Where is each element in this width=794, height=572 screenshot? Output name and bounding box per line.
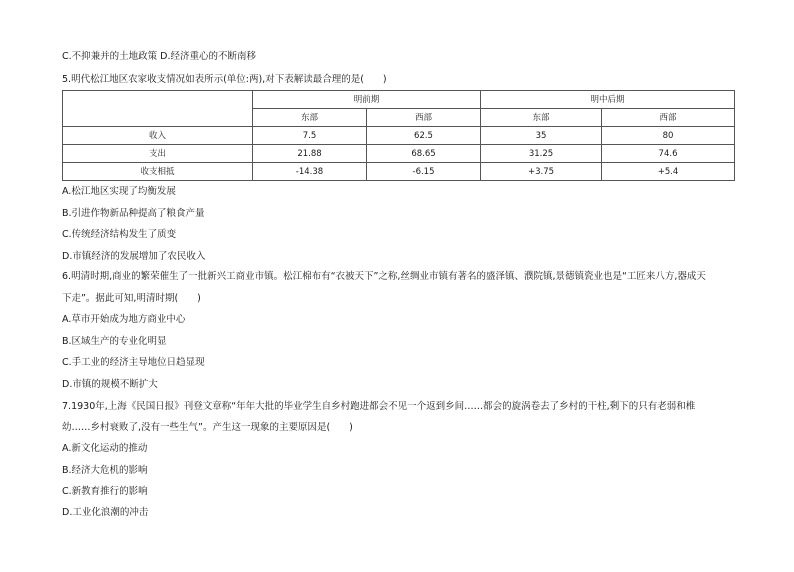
table-cell: 35 — [481, 127, 602, 145]
q5-stem: 5.明代松江地区农家收支情况如表所示(单位:两),对下表解读最合理的是( ) — [62, 74, 387, 85]
q7-stem-line-2: 幼……乡村衰败了,没有一些生气”。产生这一现象的主要原因是( ) — [62, 422, 353, 433]
q5-option-a: A.松江地区实现了均衡发展 — [62, 186, 176, 197]
row-label: 收支相抵 — [63, 163, 253, 181]
income-expense-table — [62, 90, 735, 181]
q7-option-a: A.新文化运动的推动 — [62, 443, 148, 454]
header-east: 东部 — [481, 109, 602, 127]
table-row — [63, 127, 735, 145]
q6-stem-line-1: 6.明清时期,商业的繁荣催生了一批新兴工商业市镇。松江棉布有“衣被天下”之称,丝绸业市镇有著名的盛泽镇、濮院镇,景德镇瓷业也是“工匠来八方,器成天 — [62, 271, 706, 282]
table-cell: 21.88 — [253, 145, 367, 163]
table-row — [63, 163, 735, 181]
q7-option-c: C.新教育推行的影响 — [62, 486, 148, 497]
q6-stem-line-2: 下走”。据此可知,明清时期( ) — [62, 293, 201, 304]
header-east: 东部 — [253, 109, 367, 127]
table-cell: +3.75 — [481, 163, 602, 181]
q6-option-d: D.市镇的规模不断扩大 — [62, 379, 158, 390]
table-cell: 68.65 — [367, 145, 481, 163]
header-period-late: 明中后期 — [481, 91, 735, 109]
q6-option-a: A.草市开始成为地方商业中心 — [62, 314, 186, 325]
table-cell: 62.5 — [367, 127, 481, 145]
row-label: 支出 — [63, 145, 253, 163]
q6-option-b: B.区域生产的专业化明显 — [62, 336, 167, 347]
table-cell: 80 — [602, 127, 735, 145]
table-cell: 7.5 — [253, 127, 367, 145]
q4-options-cd: C.不抑兼并的土地政策 D.经济重心的不断南移 — [62, 51, 257, 62]
q5-option-d: D.市镇经济的发展增加了农民收入 — [62, 251, 206, 262]
header-west: 西部 — [367, 109, 481, 127]
q5-option-b: B.引进作物新品种提高了粮食产量 — [62, 208, 205, 219]
q7-option-d: D.工业化浪潮的冲击 — [62, 507, 149, 518]
table-cell: -14.38 — [253, 163, 367, 181]
table-corner-cell — [63, 91, 253, 127]
table-cell: -6.15 — [367, 163, 481, 181]
q6-option-c: C.手工业的经济主导地位日趋显现 — [62, 357, 205, 368]
q7-stem-line-1: 7.1930年,上海《民国日报》刊登文章称“年年大批的毕业学生自乡村跑进都会不见一个返到乡间……都会的旋涡卷去了乡村的干柱,剩下的只有老弱和椎 — [62, 401, 696, 412]
table-row — [63, 145, 735, 163]
table-cell: 74.6 — [602, 145, 735, 163]
table-cell: +5.4 — [602, 163, 735, 181]
table-cell: 31.25 — [481, 145, 602, 163]
q5-option-c: C.传统经济结构发生了质变 — [62, 229, 177, 240]
q7-option-b: B.经济大危机的影响 — [62, 465, 148, 476]
table-header-row-1 — [63, 91, 735, 109]
row-label: 收入 — [63, 127, 253, 145]
header-west: 西部 — [602, 109, 735, 127]
header-period-early: 明前期 — [253, 91, 481, 109]
